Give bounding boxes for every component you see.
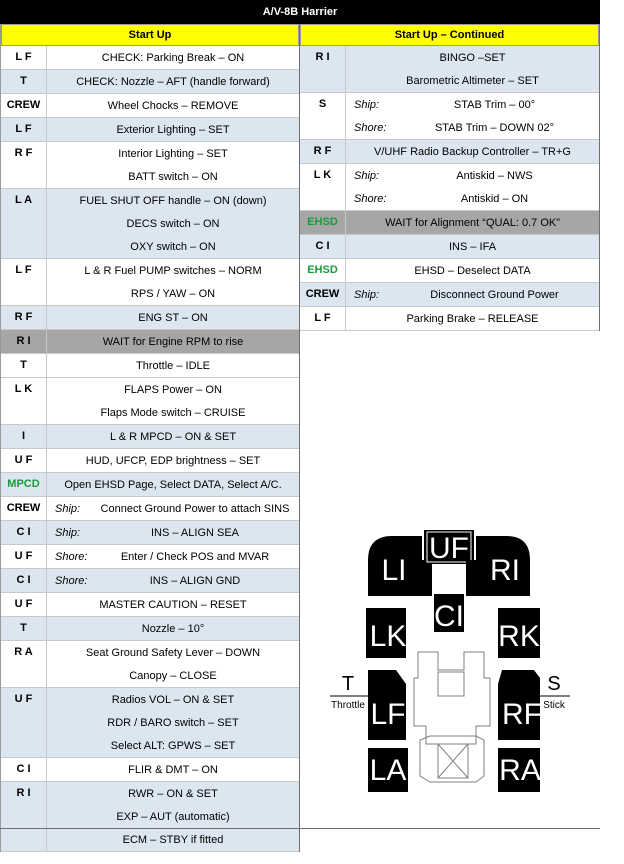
step-line — [47, 401, 299, 424]
step-qualifier: Shore: — [354, 192, 387, 205]
stick-label: Stick — [543, 700, 565, 711]
step-line — [346, 307, 599, 330]
step-group — [1, 449, 299, 473]
step-group — [1, 617, 299, 641]
step-group — [300, 211, 599, 235]
step-group — [300, 283, 599, 307]
crew-role-code: I — [1, 425, 47, 448]
crew-role-code: T — [1, 354, 47, 377]
step-text: BATT switch – ON — [128, 170, 218, 183]
step-line — [47, 473, 299, 496]
step-group — [1, 118, 299, 142]
crew-role-code: C I — [1, 521, 47, 544]
crew-role-code: T — [1, 617, 47, 640]
step-text: Disconnect Ground Power — [430, 288, 559, 301]
step-text: Wheel Chocks – REMOVE — [107, 99, 239, 112]
step-text: Open EHSD Page, Select DATA, Select A/C. — [64, 478, 282, 491]
step-line — [47, 641, 299, 664]
step-group — [1, 473, 299, 497]
step-line — [47, 378, 299, 401]
step-group — [1, 94, 299, 118]
crew-role-code: L F — [1, 46, 47, 69]
step-line — [47, 521, 299, 544]
crew-role-code: U F — [1, 688, 47, 757]
step-text: Flaps Mode switch – CRUISE — [100, 406, 246, 419]
step-text: Enter / Check POS and MVAR — [120, 550, 270, 563]
step-qualifier: Shore: — [55, 574, 88, 587]
step-line — [47, 758, 299, 781]
step-text: Nozzle – 10° — [141, 622, 205, 635]
zone-ci-label: CI — [434, 600, 464, 633]
crew-role-code: L K — [1, 378, 47, 424]
step-line — [47, 711, 299, 734]
step-text: EXP – AUT (automatic) — [116, 810, 230, 823]
step-group — [1, 259, 299, 306]
step-text: MASTER CAUTION – RESET — [99, 598, 247, 611]
step-line — [47, 734, 299, 757]
step-qualifier: Shore: — [55, 550, 88, 563]
step-group — [1, 569, 299, 593]
step-text: Barometric Altimeter – SET — [406, 74, 539, 87]
step-text: Connect Ground Power to attach SINS — [100, 502, 290, 515]
crew-role-code: R I — [1, 782, 47, 851]
step-line — [47, 330, 299, 353]
step-text: STAB Trim – 00° — [453, 98, 536, 111]
crew-role-code: CREW — [1, 94, 47, 117]
step-group — [1, 354, 299, 378]
seat-outline — [414, 652, 490, 782]
step-line — [47, 282, 299, 305]
step-text: V/UHF Radio Backup Controller – TR+G — [374, 145, 571, 158]
step-text: ECM – STBY if fitted — [122, 833, 224, 846]
step-group — [1, 782, 299, 852]
step-text: CHECK: Parking Break – ON — [101, 51, 245, 64]
step-group — [300, 46, 599, 93]
step-text: Antiskid – NWS — [456, 169, 533, 182]
step-text: FLIR & DMT – ON — [128, 763, 218, 776]
step-text: STAB Trim – DOWN 02° — [434, 121, 555, 134]
crew-role-code: C I — [300, 235, 346, 258]
crew-role-code: L F — [1, 259, 47, 305]
step-text: Parking Brake – RELEASE — [406, 312, 539, 325]
step-text: L & R Fuel PUMP switches – NORM — [84, 264, 262, 277]
step-line — [47, 617, 299, 640]
step-text: WAIT for Alignment “QUAL: 0.7 OK” — [385, 216, 560, 229]
step-line — [47, 593, 299, 616]
step-group — [1, 641, 299, 688]
page-title: A/V-8B Harrier — [0, 0, 600, 24]
step-line — [47, 118, 299, 141]
step-group — [300, 307, 599, 331]
step-line — [47, 497, 299, 520]
step-text: Radios VOL – ON & SET — [111, 693, 235, 706]
crew-role-code: R A — [1, 641, 47, 687]
crew-role-code: R F — [1, 142, 47, 188]
step-text: BINGO –SET — [439, 51, 506, 64]
step-line — [47, 46, 299, 69]
step-text: Seat Ground Safety Lever – DOWN — [85, 646, 261, 659]
step-line — [47, 165, 299, 188]
step-line — [47, 449, 299, 472]
step-text: CHECK: Nozzle – AFT (handle forward) — [76, 75, 270, 88]
step-line — [346, 93, 599, 116]
crew-role-code: CREW — [300, 283, 346, 306]
step-group — [1, 425, 299, 449]
step-text: RWR – ON & SET — [128, 787, 218, 800]
crew-role-code: C I — [1, 569, 47, 592]
zone-rk-label: RK — [498, 620, 540, 653]
step-line — [346, 187, 599, 210]
step-line — [346, 235, 599, 258]
step-line — [47, 259, 299, 282]
step-qualifier: Ship: — [55, 526, 81, 539]
start-up-column — [0, 24, 300, 852]
zone-lf-label: LF — [370, 698, 406, 731]
step-line — [47, 782, 299, 805]
zone-la-label: LA — [369, 754, 407, 787]
zone-rf-label: RF — [502, 698, 542, 731]
step-group — [1, 758, 299, 782]
step-line — [346, 46, 599, 69]
step-group — [1, 593, 299, 617]
step-group — [300, 93, 599, 140]
zone-ri-label: RI — [490, 554, 520, 587]
step-line — [47, 70, 299, 93]
zone-uf-label: UF — [429, 532, 469, 565]
step-line — [47, 425, 299, 448]
step-group — [1, 545, 299, 569]
crew-role-code: S — [300, 93, 346, 139]
start-up-continued-steps — [300, 46, 599, 331]
crew-role-code: EHSD — [300, 259, 346, 282]
cockpit-zone-diagram — [326, 530, 572, 792]
step-text: EHSD – Deselect DATA — [414, 264, 531, 277]
stick-letter: S — [547, 673, 561, 695]
step-text: INS – IFA — [448, 240, 497, 253]
table-bottom-border — [0, 828, 600, 829]
step-text: Select ALT: GPWS – SET — [110, 739, 236, 752]
step-line — [346, 140, 599, 163]
step-line — [47, 664, 299, 687]
step-text: Exterior Lighting – SET — [116, 123, 230, 136]
start-up-continued-column — [300, 24, 600, 331]
step-group — [1, 306, 299, 330]
step-line — [47, 569, 299, 592]
step-line — [47, 828, 299, 851]
step-line — [346, 283, 599, 306]
step-text: FUEL SHUT OFF handle – ON (down) — [79, 194, 267, 207]
crew-role-code: R I — [300, 46, 346, 92]
step-text: WAIT for Engine RPM to rise — [102, 335, 244, 348]
start-up-header: Start Up — [1, 24, 299, 46]
step-text: INS – ALIGN GND — [149, 574, 241, 587]
start-up-continued-header: Start Up – Continued — [300, 24, 599, 46]
step-qualifier: Ship: — [354, 169, 380, 182]
step-line — [47, 545, 299, 568]
crew-role-code: MPCD — [1, 473, 47, 496]
throttle-label: Throttle — [331, 700, 365, 711]
step-group — [1, 330, 299, 354]
step-text: L & R MPCD – ON & SET — [109, 430, 237, 443]
step-text: INS – ALIGN SEA — [150, 526, 240, 539]
step-line — [47, 688, 299, 711]
step-group — [300, 235, 599, 259]
start-up-steps — [1, 46, 299, 852]
step-line — [47, 94, 299, 117]
step-line — [47, 306, 299, 329]
step-line — [346, 259, 599, 282]
step-text: Throttle – IDLE — [136, 359, 210, 372]
crew-role-code: L K — [300, 164, 346, 210]
step-text: RDR / BARO switch – SET — [107, 716, 239, 729]
crew-role-code: L F — [300, 307, 346, 330]
step-text: HUD, UFCP, EDP brightness – SET — [85, 454, 261, 467]
step-line — [47, 212, 299, 235]
step-line — [346, 69, 599, 92]
step-group — [1, 521, 299, 545]
crew-role-code: U F — [1, 449, 47, 472]
step-text: Antiskid – ON — [460, 192, 529, 205]
step-text: RPS / YAW – ON — [130, 287, 216, 300]
step-qualifier: Ship: — [354, 98, 380, 111]
step-group — [1, 497, 299, 521]
step-group — [1, 142, 299, 189]
step-line — [346, 211, 599, 234]
zone-ra-label: RA — [499, 754, 541, 787]
crew-role-code: L F — [1, 118, 47, 141]
step-text: ENG ST – ON — [138, 311, 208, 324]
throttle-letter: T — [341, 673, 355, 695]
crew-role-code: EHSD — [300, 211, 346, 234]
step-text: OXY switch – ON — [130, 240, 216, 253]
step-qualifier: Ship: — [354, 288, 380, 301]
step-text: Interior Lighting – SET — [118, 147, 228, 160]
crew-role-code: R I — [1, 330, 47, 353]
step-line — [47, 235, 299, 258]
step-line — [47, 142, 299, 165]
step-text: Canopy – CLOSE — [129, 669, 217, 682]
step-group — [300, 140, 599, 164]
step-group — [300, 259, 599, 283]
step-group — [1, 70, 299, 94]
step-group — [1, 378, 299, 425]
zone-li-label: LI — [381, 554, 407, 587]
step-group — [1, 189, 299, 259]
step-group — [1, 46, 299, 70]
crew-role-code: R F — [1, 306, 47, 329]
crew-role-code: L A — [1, 189, 47, 258]
crew-role-code: CREW — [1, 497, 47, 520]
step-text: DECS switch – ON — [126, 217, 220, 230]
step-line — [346, 116, 599, 139]
crew-role-code: T — [1, 70, 47, 93]
step-text: FLAPS Power – ON — [124, 383, 222, 396]
step-line — [47, 354, 299, 377]
crew-role-code: C I — [1, 758, 47, 781]
step-line — [47, 189, 299, 212]
crew-role-code: R F — [300, 140, 346, 163]
crew-role-code: U F — [1, 593, 47, 616]
step-line — [47, 805, 299, 828]
crew-role-code: U F — [1, 545, 47, 568]
zone-lk-label: LK — [369, 620, 407, 653]
step-line — [346, 164, 599, 187]
step-qualifier: Ship: — [55, 502, 81, 515]
step-qualifier: Shore: — [354, 121, 387, 134]
step-group — [1, 688, 299, 758]
step-group — [300, 164, 599, 211]
